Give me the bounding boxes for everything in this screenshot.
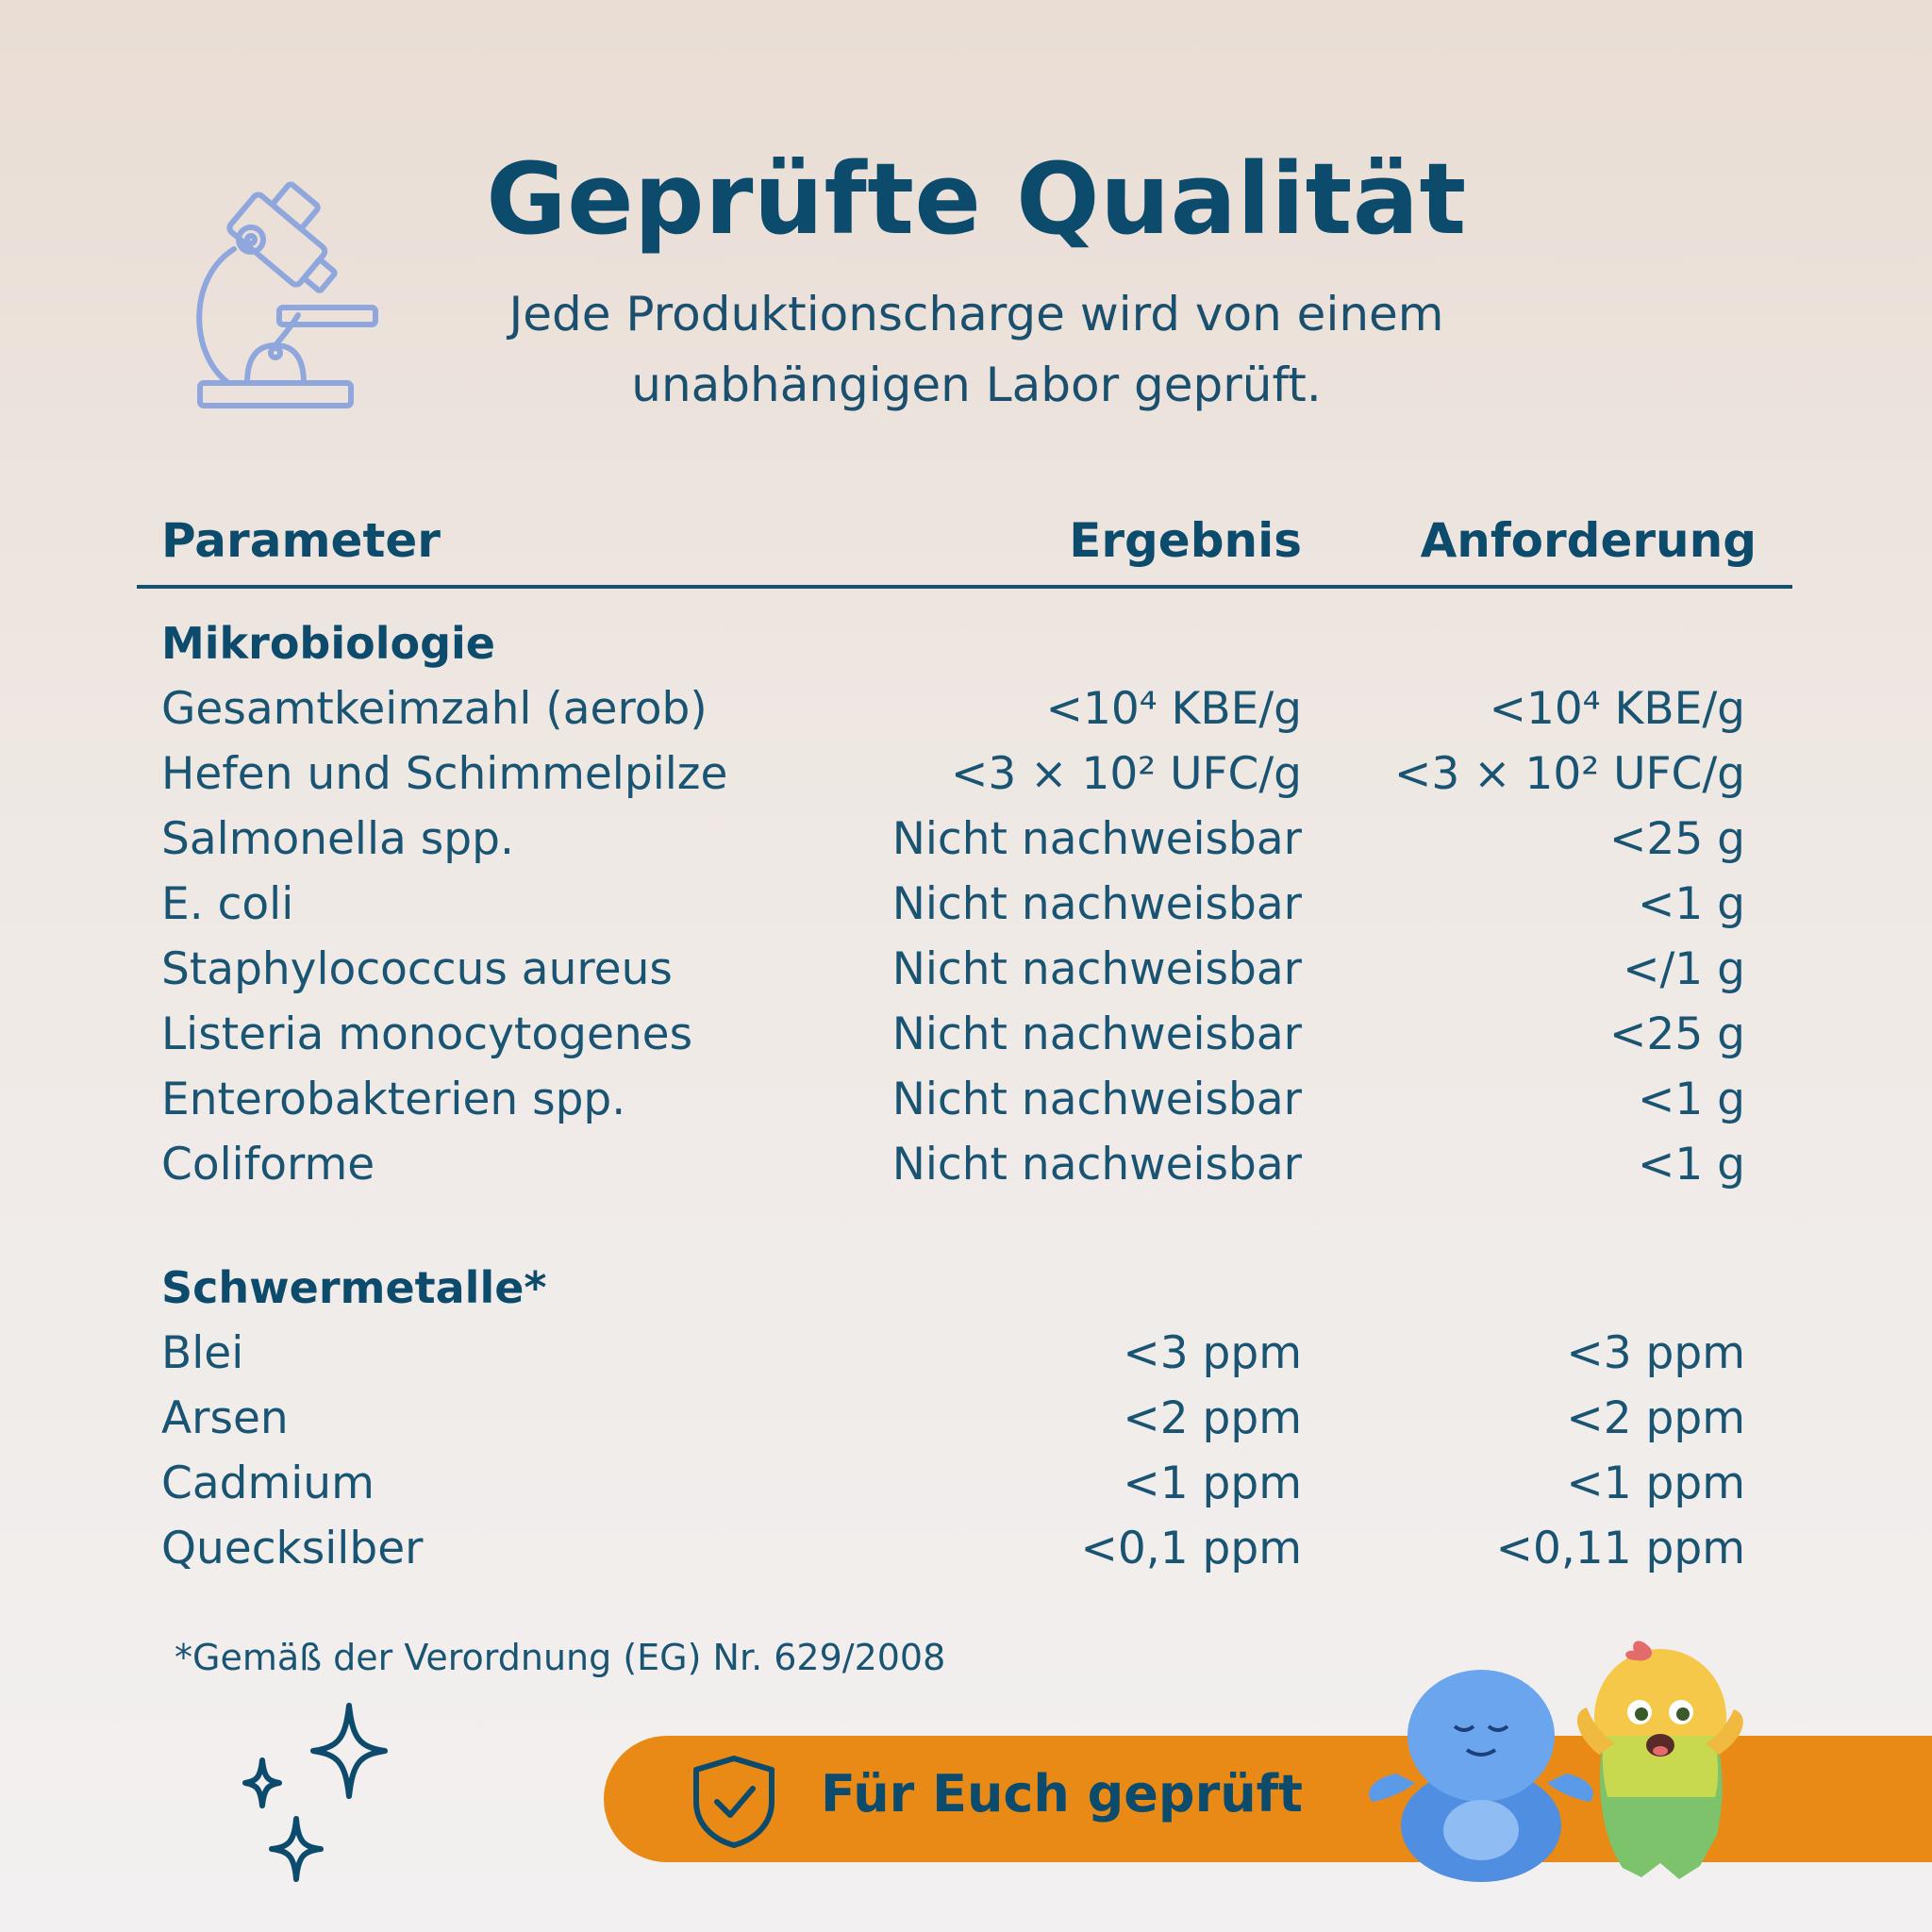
banner-label: Für Euch geprüft	[821, 1764, 1303, 1824]
cell-parameter: Coliforme	[161, 1139, 375, 1191]
cell-anforderung: <2 ppm	[1566, 1392, 1745, 1444]
table-row	[137, 1324, 1792, 1389]
subtitle-line: Jede Produktionscharge wird von einem	[508, 287, 1444, 341]
page-subtitle	[340, 279, 1613, 421]
section-title-schwermetalle: Schwermetalle*	[161, 1262, 547, 1313]
table-row	[137, 809, 1792, 874]
cell-parameter: Listeria monocytogenes	[161, 1008, 693, 1060]
cell-anforderung: <1 g	[1637, 1139, 1745, 1191]
table-row	[137, 679, 1792, 744]
cell-anforderung: <1 g	[1637, 878, 1745, 930]
cell-parameter: Blei	[161, 1327, 244, 1379]
column-header-anforderung: Anforderung	[1420, 513, 1757, 568]
footnote: *Gemäß der Verordnung (EG) Nr. 629/2008	[175, 1637, 946, 1678]
table-row	[137, 874, 1792, 940]
table-row	[137, 1135, 1792, 1200]
mascot-illustration	[1368, 1632, 1783, 1887]
cell-ergebnis: <2 ppm	[1123, 1392, 1302, 1444]
cell-ergebnis: Nicht nachweisbar	[891, 943, 1302, 995]
table-row	[137, 940, 1792, 1005]
cell-anforderung: <1 g	[1637, 1074, 1745, 1125]
cell-parameter: Cadmium	[161, 1457, 375, 1509]
cell-parameter: Hefen und Schimmelpilze	[161, 748, 728, 800]
shield-check-icon	[691, 1755, 777, 1849]
cell-parameter: Salmonella spp.	[161, 813, 514, 865]
cell-ergebnis: <3 × 10² UFC/g	[950, 748, 1302, 800]
section-title-mikrobiologie: Mikrobiologie	[161, 618, 495, 669]
table-row	[137, 744, 1792, 809]
cell-ergebnis: <3 ppm	[1123, 1327, 1302, 1379]
cell-ergebnis: <1 ppm	[1123, 1457, 1302, 1509]
cell-ergebnis: Nicht nachweisbar	[891, 1074, 1302, 1125]
sparkle-stars-icon	[236, 1698, 396, 1887]
cell-ergebnis: Nicht nachweisbar	[891, 813, 1302, 865]
cell-anforderung: <10⁴ KBE/g	[1489, 683, 1745, 735]
quality-table	[137, 500, 1792, 1584]
page-title: Geprüfte Qualität	[486, 142, 1467, 257]
cell-parameter: Quecksilber	[161, 1523, 424, 1574]
subtitle-line: unabhängigen Labor geprüft.	[631, 358, 1322, 412]
table-header	[137, 500, 1792, 589]
cell-parameter: Enterobakterien spp.	[161, 1074, 626, 1125]
cell-ergebnis: Nicht nachweisbar	[891, 878, 1302, 930]
cell-anforderung: <25 g	[1609, 1008, 1745, 1060]
cell-ergebnis: Nicht nachweisbar	[891, 1139, 1302, 1191]
cell-parameter: Gesamtkeimzahl (aerob)	[161, 683, 708, 735]
cell-anforderung: </1 g	[1623, 943, 1745, 995]
column-header-parameter: Parameter	[161, 513, 441, 568]
cell-ergebnis: Nicht nachweisbar	[891, 1008, 1302, 1060]
table-row	[137, 1519, 1792, 1584]
cell-anforderung: <0,11 ppm	[1495, 1523, 1745, 1574]
cell-anforderung: <25 g	[1609, 813, 1745, 865]
blue-monster-head	[1407, 1670, 1555, 1802]
cell-parameter: Arsen	[161, 1392, 289, 1444]
cell-anforderung: <3 × 10² UFC/g	[1393, 748, 1745, 800]
table-row	[137, 1454, 1792, 1519]
column-header-ergebnis: Ergebnis	[1069, 513, 1302, 568]
cell-anforderung: <3 ppm	[1566, 1327, 1745, 1379]
table-row	[137, 1005, 1792, 1070]
cell-parameter: Staphylococcus aureus	[161, 943, 673, 995]
cell-ergebnis: <0,1 ppm	[1080, 1523, 1302, 1574]
cell-parameter: E. coli	[161, 878, 294, 930]
table-row	[137, 1389, 1792, 1454]
table-row	[137, 1070, 1792, 1135]
cell-ergebnis: <10⁴ KBE/g	[1045, 683, 1302, 735]
cell-anforderung: <1 ppm	[1566, 1457, 1745, 1509]
